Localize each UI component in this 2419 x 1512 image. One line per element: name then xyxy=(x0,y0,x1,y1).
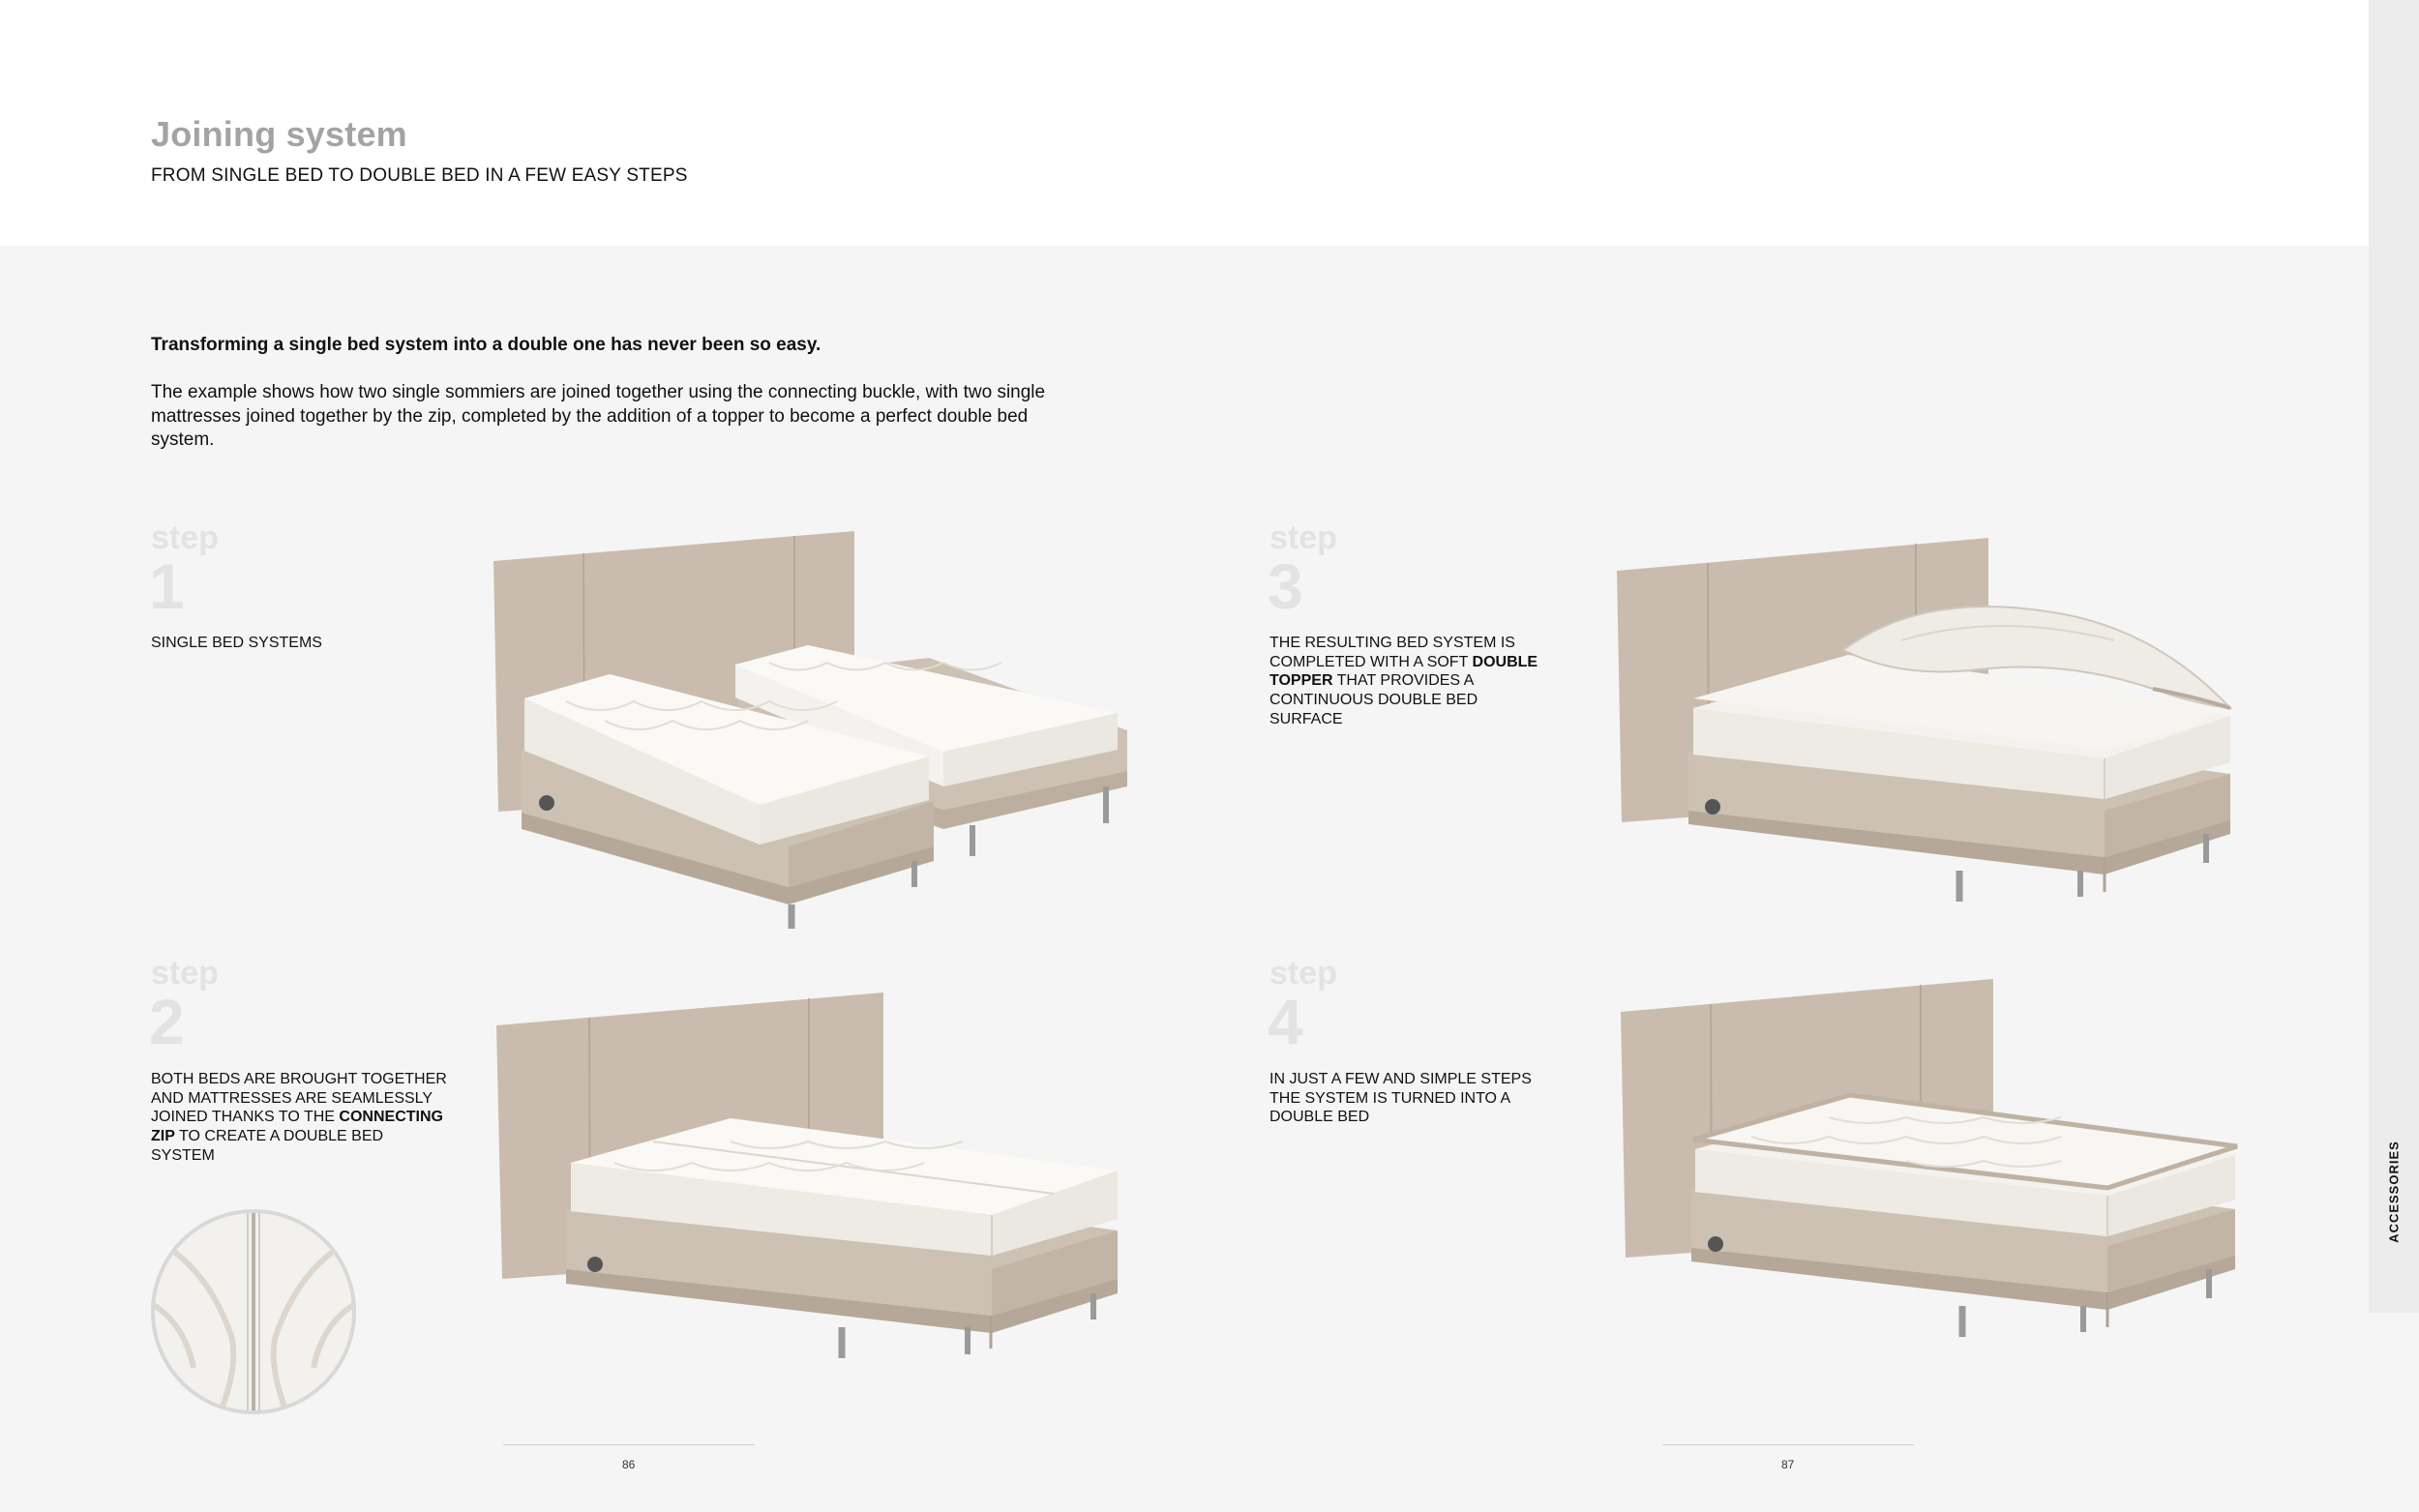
step-3-desc-part-1: THE RESULTING BED SYSTEM IS COMPLETED WITH A SOFT xyxy=(1269,635,1515,670)
intro-heading: Transforming a single bed system into a double one has never been so easy. xyxy=(151,335,821,355)
step-3-description xyxy=(1269,634,1550,729)
right-page-number: 87 xyxy=(1781,1458,1795,1471)
step-1-number: 1 xyxy=(149,550,185,622)
step-2-desc-part-3: TO CREATE A DOUBLE BED SYSTEM xyxy=(151,1128,384,1164)
bed-image-step-3 xyxy=(1611,534,2240,940)
step-2-description xyxy=(151,1070,451,1166)
side-tab[interactable] xyxy=(2369,0,2419,1313)
side-tab-label[interactable]: ACCESSORIES xyxy=(2386,1141,2402,1243)
step-3-desc-highlight: DOUBLE TOPPER xyxy=(1269,653,1538,690)
zip-detail-image xyxy=(151,1209,356,1414)
bed-image-step-2 xyxy=(489,989,1147,1395)
step-2-desc-part-1: BOTH BEDS ARE BROUGHT TOGETHER AND MATTRESSES ARE SEAMLESSLY JOINED THANKS TO THE xyxy=(151,1071,447,1126)
step-3-desc-part-3: THAT PROVIDES A CONTINUOUS DOUBLE BED SURFACE xyxy=(1269,672,1478,727)
step-2-number: 2 xyxy=(149,986,185,1057)
page-title: Joining system xyxy=(151,114,407,154)
left-page-number: 86 xyxy=(622,1458,636,1471)
bed-image-step-1 xyxy=(489,527,1147,943)
right-page-rule xyxy=(1662,1444,1914,1445)
page-header xyxy=(0,0,2369,246)
step-2-word: step xyxy=(151,955,219,992)
step-3-word: step xyxy=(1269,519,1337,556)
bed-image-step-4 xyxy=(1616,977,2245,1364)
side-tab-spacer xyxy=(2369,1313,2419,1512)
page-subtitle: FROM SINGLE BED TO DOUBLE BED IN A FEW EASY STEPS xyxy=(151,165,688,186)
step-2-desc-highlight: CONNECTING ZIP xyxy=(151,1109,443,1145)
left-page-rule xyxy=(503,1444,755,1445)
step-1-word: step xyxy=(151,519,219,556)
intro-paragraph: The example shows how two single sommiers are joined together using the connecting buckle, with two single mattresses joined together by the zip, completed by the addition of a topper to become a perfect double bed system. xyxy=(151,382,1046,450)
step-1-description: SINGLE BED SYSTEMS xyxy=(151,635,322,651)
step-3-number: 3 xyxy=(1268,550,1303,622)
step-4-description: IN JUST A FEW AND SIMPLE STEPS THE SYSTEM IS TURNED INTO A DOUBLE BED xyxy=(1269,1071,1532,1126)
step-4-number: 4 xyxy=(1268,986,1303,1057)
step-4-word: step xyxy=(1269,955,1337,992)
